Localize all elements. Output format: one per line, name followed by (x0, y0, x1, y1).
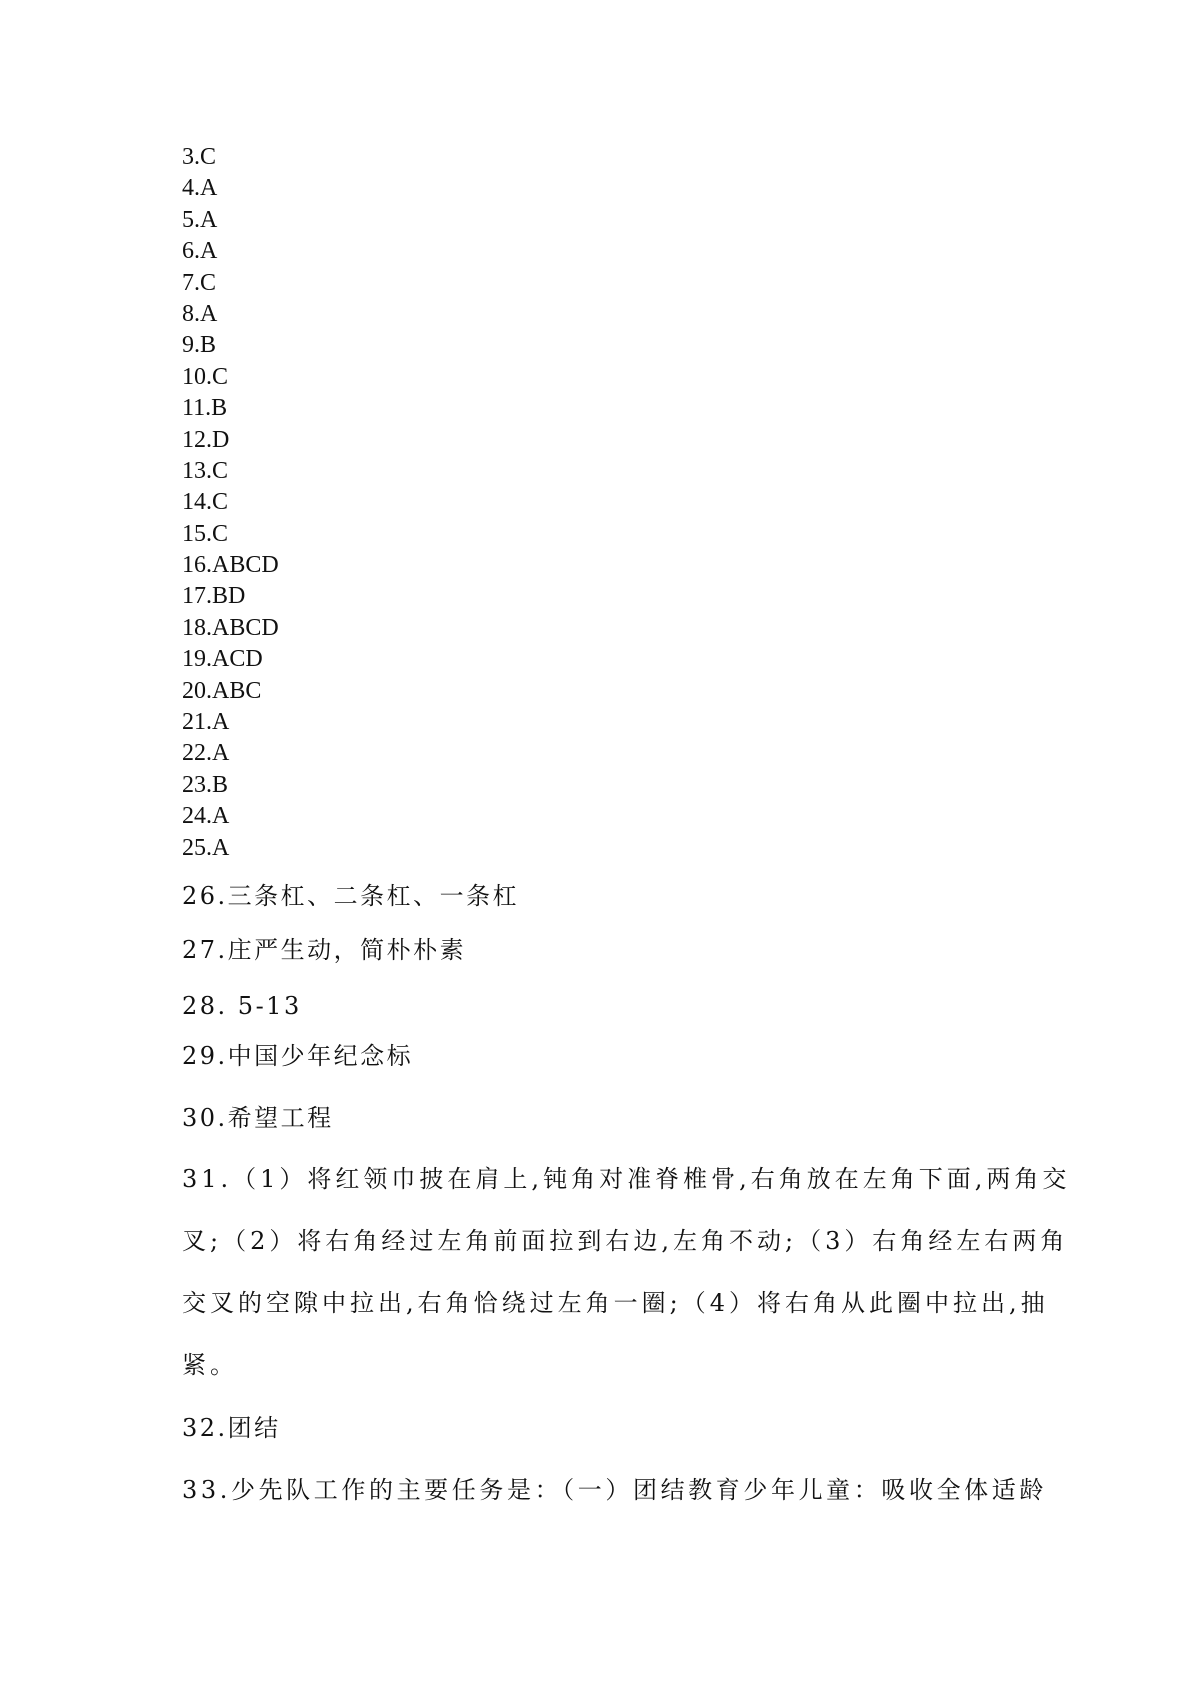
answer-item: 24.A (182, 803, 230, 830)
answer-item: 21.A (182, 709, 230, 736)
answer-item: 14.C (182, 489, 229, 516)
answer-30: 30.希望工程 (182, 1104, 334, 1132)
answer-item: 11.B (182, 395, 228, 422)
answer-item: 25.A (182, 834, 230, 861)
answer-item: 6.A (182, 238, 218, 265)
answer-item: 18.ABCD (182, 614, 279, 641)
answer-item: 17.BD (182, 583, 246, 610)
answer-item: 7.C (182, 269, 217, 296)
answer-item: 22.A (182, 740, 230, 767)
answer-item: 5.A (182, 206, 218, 233)
answer-33: 33.少先队工作的主要任务是：（一）团结教育少年儿童：吸收全体适龄 (182, 1476, 1047, 1504)
answer-27: 27.庄严生动，简朴朴素 (182, 936, 467, 964)
answer-29: 29.中国少年纪念标 (182, 1042, 414, 1070)
answer-32: 32.团结 (182, 1414, 281, 1442)
answer-item: 12.D (182, 426, 230, 453)
answer-item: 19.ACD (182, 646, 263, 673)
answer-31-line: 叉;（2）将右角经过左角前面拉到右边,左角不动;（3）右角经左右两角 (182, 1227, 1069, 1255)
answer-31-line: 交叉的空隙中拉出,右角恰绕过左角一圈;（4）将右角从此圈中拉出,抽 (182, 1289, 1049, 1317)
answer-28: 28. 5-13 (182, 992, 302, 1020)
answer-26: 26.三条杠、二条杠、一条杠 (182, 882, 520, 910)
choice-answer-list (182, 142, 279, 864)
answer-item: 8.A (182, 300, 218, 327)
answer-item: 4.A (182, 175, 218, 202)
answer-item: 20.ABC (182, 677, 262, 704)
answer-item: 15.C (182, 520, 229, 547)
answer-item: 3.C (182, 144, 217, 170)
answer-31 (182, 1148, 1071, 1396)
answer-item: 10.C (182, 363, 229, 390)
answer-item: 9.B (182, 332, 217, 359)
answer-item: 13.C (182, 457, 229, 484)
answer-31-line: 紧。 (182, 1351, 238, 1379)
answer-31-line: 31.（1）将红领巾披在肩上,钝角对准脊椎骨,右角放在左角下面,两角交 (182, 1165, 1071, 1193)
answer-item: 16.ABCD (182, 552, 279, 579)
answer-item: 23.B (182, 771, 229, 798)
